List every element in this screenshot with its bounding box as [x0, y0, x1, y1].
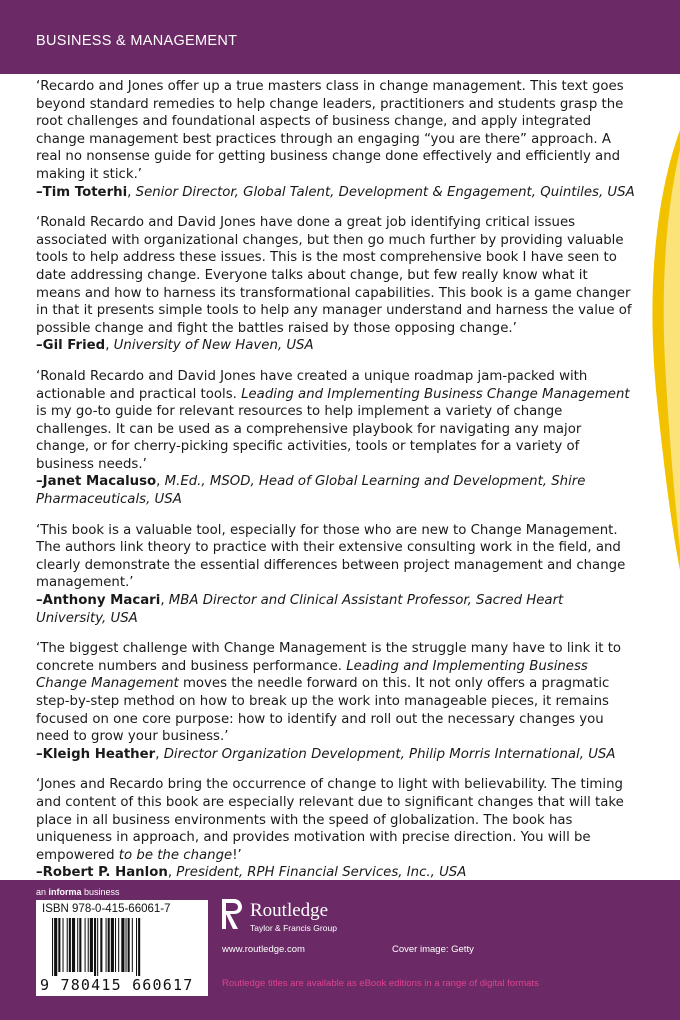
isbn-text: ISBN 978-0-415-66061-7	[42, 903, 171, 915]
emphasis-phrase: to be the change	[118, 847, 233, 863]
attribution: –Janet Macaluso, M.Ed., MSOD, Head of Global Learning and Development, Shire Pharmaceuticals, USA	[36, 474, 586, 508]
barcode-bar	[111, 918, 114, 972]
endorser-role: Senior Director, Global Talent, Development & Engagement, Quintiles, USA	[135, 184, 635, 200]
endorsement-4	[36, 522, 636, 628]
quote-text-part: ‘Ronald Recardo and David Jones have created a unique roadmap jam-packed with actionable and practical tools.	[36, 368, 588, 402]
barcode-bar	[72, 918, 75, 972]
barcode-bar	[115, 918, 116, 972]
barcode-bar	[94, 918, 96, 976]
barcode-bar	[97, 918, 98, 976]
endorsement-2	[36, 214, 636, 355]
endorser-name: –Robert P. Hanlon	[36, 865, 168, 881]
quote-text: ‘Ronald Recardo and David Jones have done a great job identifying critical issues associated with organizational changes, but then go much further by providing valuable tools to help address these issues. This is the most comprehensive book I have seen to date addressing change. Everyone talks about change, but few really know what it means and how to harness its transformational capabilities. This book is a game changer in that it presents simple tools to help any manager understand and harness the value of possible change and fight the battles raised by those opposing change.’	[36, 215, 632, 336]
attribution: –Robert P. Hanlon, President, RPH Financial Services, Inc., USA	[36, 865, 467, 881]
quote-text-part: moves the needle forward on this. It not only offers a pragmatic step-by-step method on how to break up the work into manageable pieces, it remains focused on one core purpose: how to identify and roll out the necessary changes you need to grow your business.’	[36, 676, 610, 745]
barcode-bar	[58, 918, 60, 972]
barcode-bar	[54, 918, 57, 976]
barcode-bar	[88, 918, 89, 972]
book-title: Leading and Implementing Business Change Management	[36, 658, 588, 692]
informa-suffix: business	[81, 887, 120, 897]
quote-text: ‘This book is a valuable tool, especially for those who are new to Change Management. The authors link theory to practice with their extensive consulting work in the field, and clearly demonstrate the essential differences between project management and change management.’	[36, 522, 626, 591]
top-band	[0, 0, 680, 74]
endorsement-5	[36, 640, 636, 763]
quote-text	[36, 640, 636, 746]
attribution: –Anthony Macari, MBA Director and Clinical Assistant Professor, Sacred Heart University, USA	[36, 593, 564, 626]
book-title: Leading and Implementing Business Change Management	[241, 386, 630, 402]
endorsement-1	[36, 78, 636, 201]
informa-brand: informa	[48, 887, 82, 897]
quote-text-part: ‘The biggest challenge with Change Management is the struggle many have to link it to concrete numbers and business performance.	[36, 641, 622, 674]
barcode-bar	[69, 918, 71, 972]
quote-text-part: ‘Jones and Recardo bring the occurrence of change to light with believability. The timing and content of this book are especially relevant due to significant changes that will take place in all business environments with the speed of globalization. The book has uniqueness in approach, and provides motivation with precise direction. You will be empowered	[36, 777, 624, 863]
barcode-bar	[128, 918, 130, 972]
category-label: BUSINESS & MANAGEMENT	[36, 33, 238, 49]
publisher-website[interactable]: www.routledge.com	[222, 944, 305, 955]
barcode-bar	[132, 918, 133, 972]
ebook-note: Routledge titles are available as eBook editions in a range of digital formats	[222, 978, 539, 989]
endorser-role: MBA Director and Clinical Assistant Professor, Sacred Heart University, USA	[36, 593, 564, 626]
publisher-group: Taylor & Francis Group	[250, 923, 337, 933]
yellow-swoosh-graphic	[640, 130, 680, 570]
barcode-bar	[138, 918, 140, 976]
barcode-bar	[77, 918, 78, 972]
barcode-bar	[126, 918, 127, 972]
cover-image-credit: Cover image: Getty	[392, 944, 474, 955]
endorsement-3	[36, 368, 636, 509]
quote-text-part: !’	[232, 847, 242, 863]
quote-text: ‘Recardo and Jones offer up a true masters class in change management. This text goes beyond standard remedies to help change leaders, practitioners and students grasp the root challenges and foundational aspects of business change, and apply integrated change management best practices through an engaging “you are there” approach. A real no nonsense guide for getting business change done effectively and efficiently and making it stick.’	[36, 79, 624, 182]
barcode-bar	[100, 918, 102, 972]
barcode-bar	[118, 918, 119, 972]
informa-prefix: an	[36, 887, 49, 897]
barcode-bar	[108, 918, 110, 972]
informa-business-label	[36, 887, 120, 897]
barcode-bar	[85, 918, 86, 972]
barcode-box	[36, 900, 208, 996]
barcode-bar	[136, 918, 137, 976]
attribution: –Gil Fried, University of New Haven, USA	[36, 338, 314, 354]
publisher-name: Routledge	[250, 900, 329, 921]
barcode-bar	[52, 918, 53, 976]
quote-text-part: is my go-to guide for relevant resources to help implement a variety of change challenges. It can be used as a comprehensive playbook for navigating any major change, or for cherry-picking specific activities, tools or templates for a variety of business needs.’	[36, 404, 582, 472]
barcode-bar	[121, 918, 124, 972]
barcode-bar	[90, 918, 93, 972]
endorser-name: –Janet Macaluso	[36, 474, 157, 490]
endorsements	[36, 78, 636, 895]
barcode-icon	[52, 918, 202, 976]
barcode-bar	[106, 918, 107, 972]
barcode-bar	[67, 918, 68, 972]
barcode-bar	[63, 918, 64, 972]
attribution: –Kleigh Heather, Director Organization Development, Philip Morris International, USA	[36, 746, 616, 762]
attribution: –Tim Toterhi, Senior Director, Global Talent, Development & Engagement, Quintiles, USA	[36, 184, 635, 200]
endorser-role: M.Ed., MSOD, Head of Global Learning and Development, Shire Pharmaceuticals, USA	[36, 474, 586, 508]
endorser-role: University of New Haven, USA	[113, 338, 314, 354]
quote-text	[36, 368, 636, 474]
endorser-name: –Gil Fried	[36, 338, 106, 354]
barcode-bar	[79, 918, 81, 972]
endorser-role: Director Organization Development, Philip Morris International, USA	[163, 746, 616, 762]
endorser-name: –Tim Toterhi	[36, 184, 128, 200]
quote-text	[36, 776, 636, 864]
routledge-logo-icon	[222, 897, 244, 931]
endorser-name: –Kleigh Heather	[36, 746, 156, 762]
endorser-role: President, RPH Financial Services, Inc., USA	[176, 865, 467, 881]
endorser-name: –Anthony Macari	[36, 593, 161, 609]
barcode-digits: 9 780415 660617	[40, 976, 194, 994]
endorsement-6	[36, 776, 636, 882]
